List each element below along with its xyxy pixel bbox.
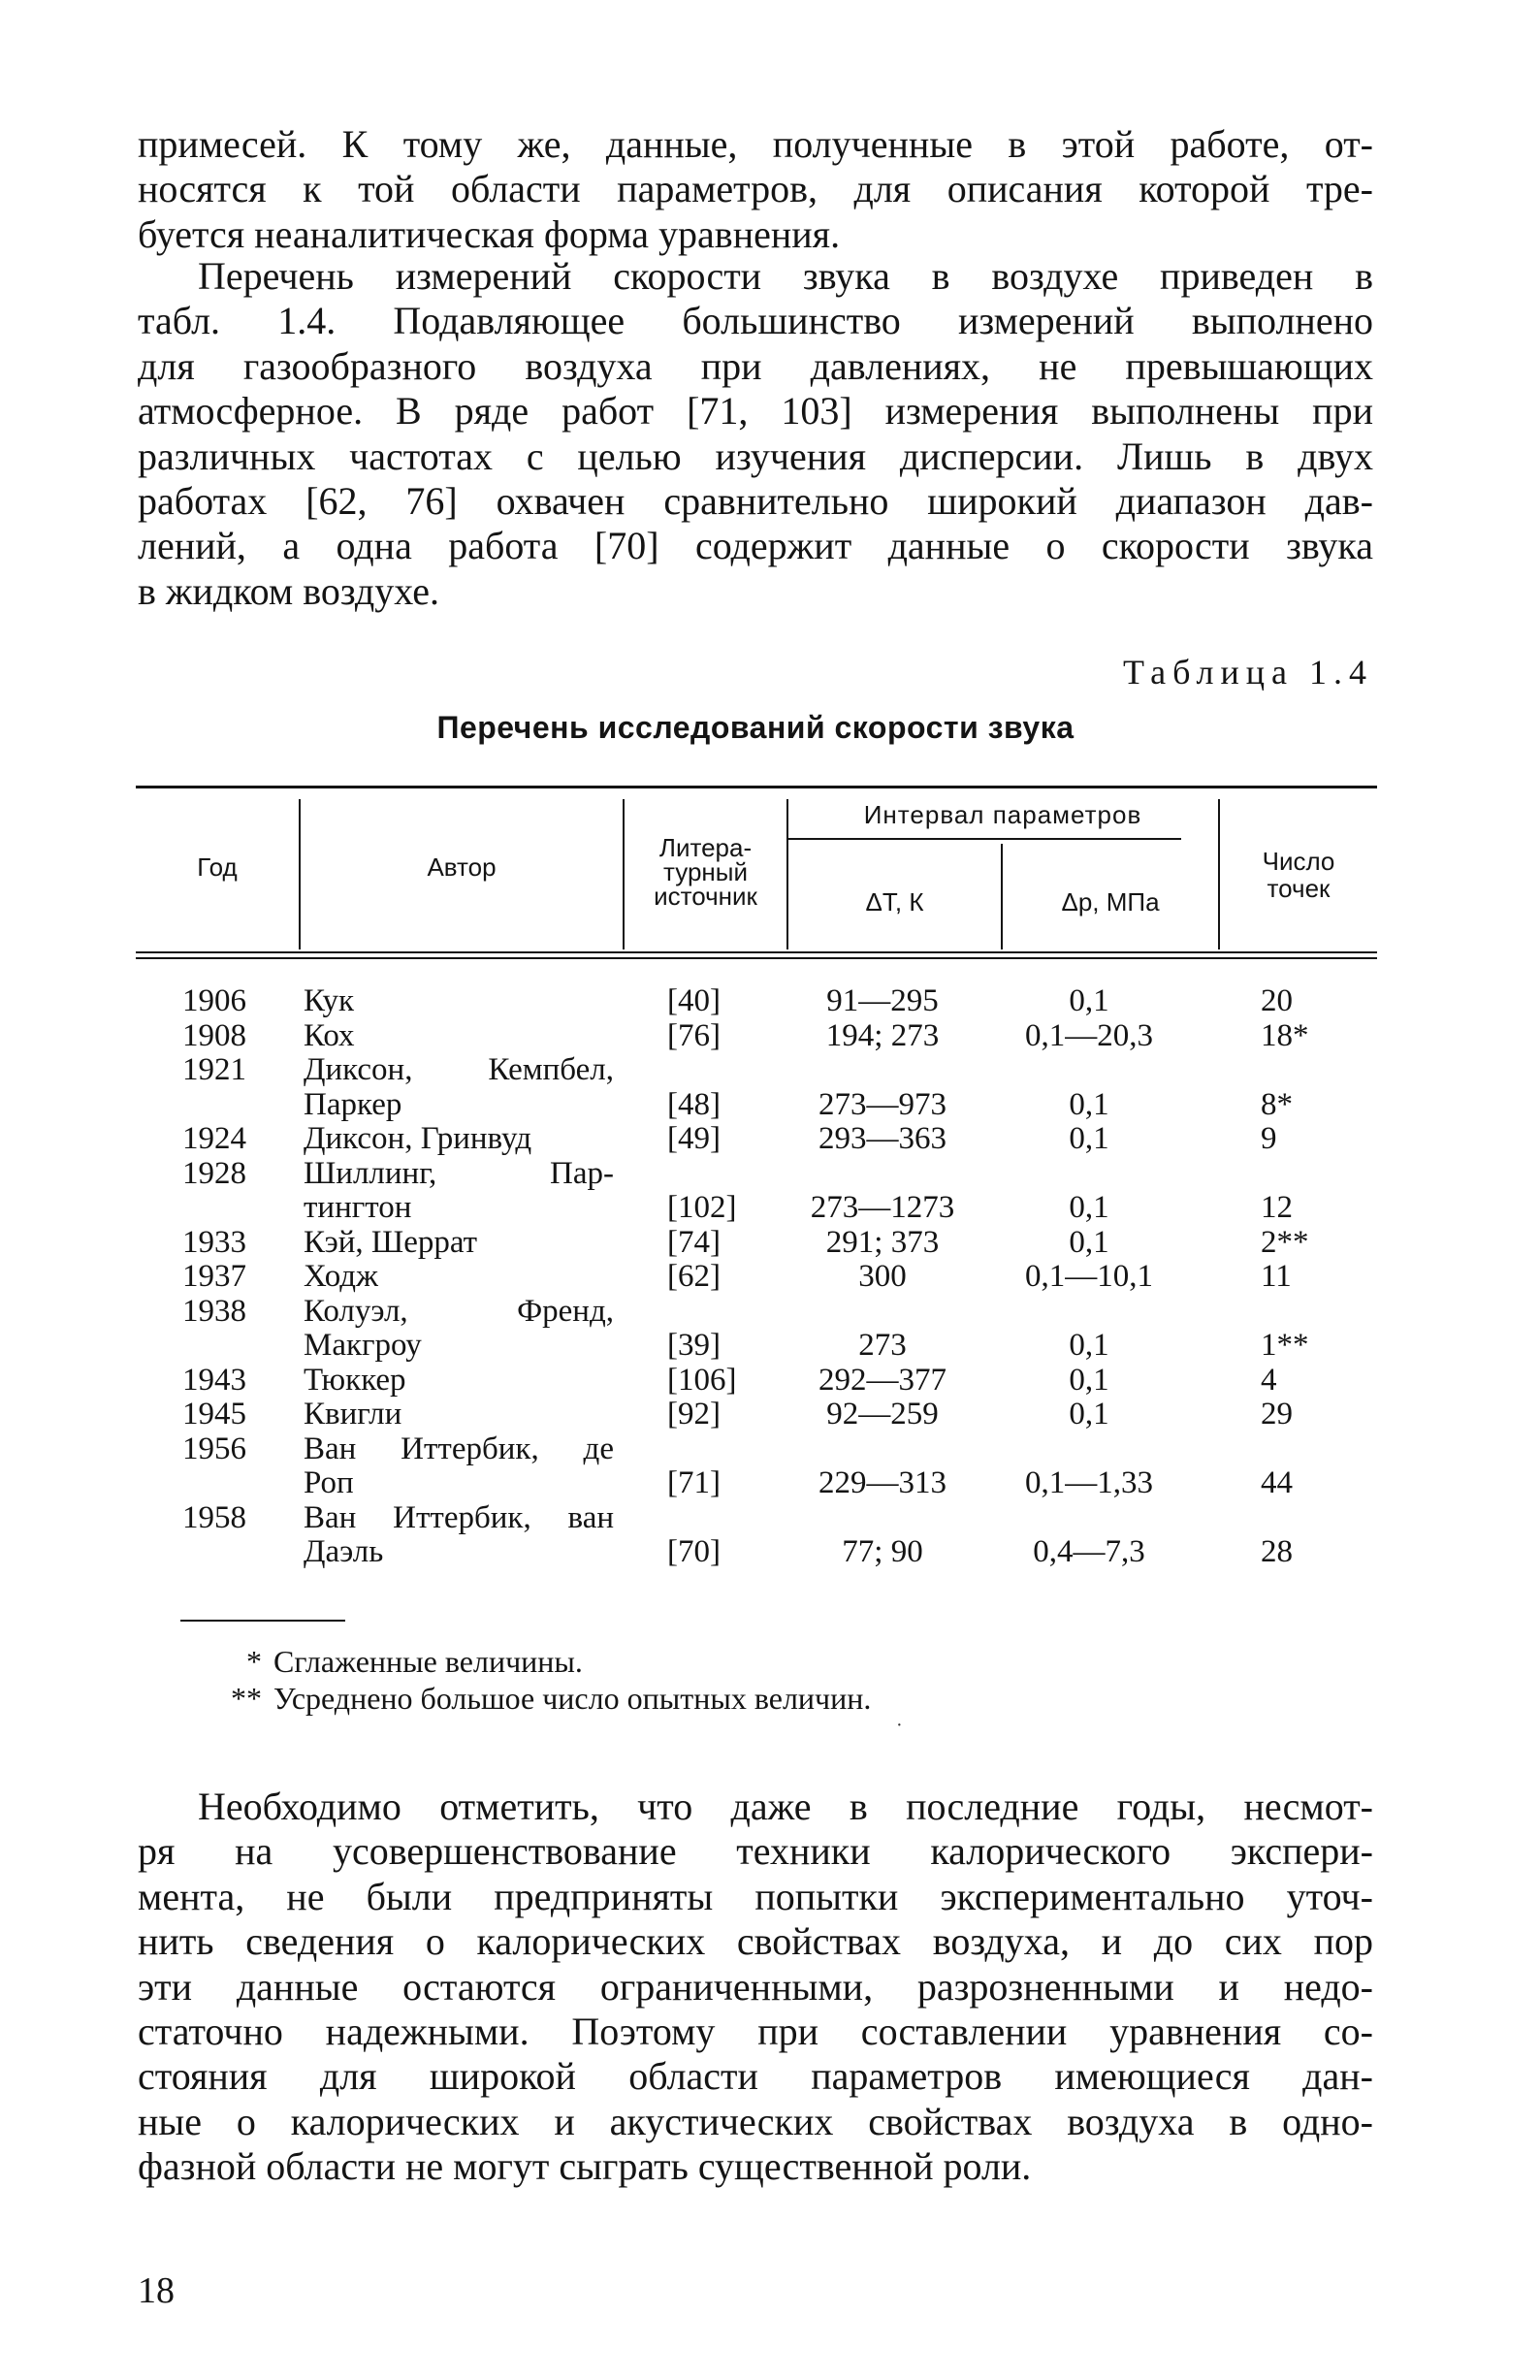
cell-points: 18* <box>1261 1017 1309 1053</box>
cell-author <box>304 1122 614 1157</box>
cell-author <box>304 1157 614 1226</box>
text-line: для газообразного воздуха при давлениях, не превышающих <box>138 343 1373 388</box>
cell-delta-p: 0,1 <box>1069 1397 1109 1431</box>
table-top-rule <box>136 786 1377 788</box>
footnote-text: Усреднено большое число опытных величин. <box>273 1681 872 1716</box>
header-points-line: точек <box>1267 874 1331 903</box>
cell-delta-p: 0,1—10,1 <box>1025 1259 1153 1294</box>
text-line: Перечень измерений скорости звука в воздухе приведен в <box>198 254 1373 298</box>
header-source <box>625 833 786 911</box>
text-line: мента, не были предприняты попытки экспериментально уточ- <box>138 1874 1373 1918</box>
cell-delta-p: 0,1 <box>1069 1121 1109 1156</box>
cell-source: [92] <box>667 1397 721 1431</box>
text-line: носятся к той области параметров, для описания которой тре- <box>138 167 1373 211</box>
table-row <box>136 1053 1377 1122</box>
cell-year: 1906 <box>182 983 246 1018</box>
cell-delta-t: 300 <box>858 1259 907 1294</box>
cell-delta-t: 273—973 <box>818 1086 946 1122</box>
author-line: Паркер <box>304 1086 402 1122</box>
cell-year: 1943 <box>182 1362 246 1398</box>
cell-source: [40] <box>667 983 721 1018</box>
header-author: Автор <box>427 852 497 882</box>
footnote <box>215 1680 871 1717</box>
cell-delta-t: 291; 373 <box>825 1224 940 1260</box>
cell-author <box>304 1053 614 1122</box>
table-row <box>136 1295 1377 1364</box>
author-line: Ван Иттербик, де <box>304 1431 614 1466</box>
cell-source: [106] <box>667 1362 737 1398</box>
text-line: ные о калорических и акустических свойствах воздуха в одно- <box>138 2099 1373 2143</box>
table-row <box>136 1122 1377 1157</box>
header-points <box>1220 848 1377 902</box>
header-year: Год <box>197 852 238 882</box>
footnote-mark: * <box>246 1644 262 1679</box>
cell-source: [49] <box>667 1121 721 1156</box>
cell-source: [71] <box>667 1465 721 1500</box>
table-row <box>136 1364 1377 1399</box>
cell-delta-t: 91—295 <box>826 983 939 1018</box>
cell-delta-t: 273 <box>858 1328 907 1363</box>
text-line: табл. 1.4. Подавляющее большинство измерений выполнено <box>138 299 1373 343</box>
cell-points: 20 <box>1261 983 1293 1018</box>
table-header-rule-2 <box>136 957 1377 959</box>
cell-source: [48] <box>667 1086 721 1122</box>
text-line: буется неаналитическая форма уравнения. <box>138 211 841 256</box>
footnote-text: Сглаженные величины. <box>273 1644 583 1679</box>
cell-author <box>304 1226 614 1261</box>
cell-points: 11 <box>1261 1259 1292 1294</box>
author-line: Шиллинг, Пар- <box>304 1155 614 1191</box>
text-line: различных частотах с целью изучения дисперсии. Лишь в двух <box>138 434 1373 478</box>
footnote <box>215 1643 871 1680</box>
cell-year: 1938 <box>182 1293 246 1329</box>
table-row <box>136 1501 1377 1570</box>
cell-year: 1958 <box>182 1499 246 1535</box>
cell-year: 1937 <box>182 1259 246 1294</box>
cell-points: 44 <box>1261 1465 1293 1500</box>
cell-author <box>304 1398 614 1432</box>
header-points-line: Число <box>1262 847 1335 876</box>
header-source-line: турный <box>663 857 748 886</box>
cell-delta-t: 273—1273 <box>810 1190 955 1225</box>
header-interval: Интервал параметров <box>863 800 1142 829</box>
author-line: Кох <box>304 1017 355 1053</box>
cell-delta-t: 92—259 <box>826 1397 939 1431</box>
table-label: Таблица 1.4 <box>1123 653 1373 691</box>
cell-delta-p: 0,1 <box>1069 1224 1109 1260</box>
table-body <box>136 984 1377 1570</box>
paragraph-measurements <box>138 254 1373 614</box>
cell-delta-t: 77; 90 <box>842 1534 923 1569</box>
paragraph-intro <box>138 122 1373 257</box>
text-line: примесей. К тому же, данные, полученные в этой работе, от- <box>138 122 1373 166</box>
author-line: Колуэл, Френд, <box>304 1293 614 1329</box>
cell-points: 2** <box>1261 1224 1309 1260</box>
author-line: Тюккер <box>304 1362 406 1398</box>
cell-delta-p: 0,1—20,3 <box>1025 1017 1153 1053</box>
footnote-mark: ** <box>231 1681 262 1716</box>
author-line: Кэй, Шеррат <box>304 1224 478 1260</box>
cell-points: 8* <box>1261 1086 1293 1122</box>
cell-points: 4 <box>1261 1362 1277 1398</box>
cell-delta-t: 229—313 <box>818 1465 946 1500</box>
paragraph-conclusion <box>138 1785 1373 2190</box>
print-speck: · <box>896 1715 903 1736</box>
cell-year: 1956 <box>182 1431 246 1466</box>
cell-author <box>304 1501 614 1570</box>
text-line: атмосферное. В ряде работ [71, 103] измерения выполнены при <box>138 389 1373 434</box>
cell-points: 12 <box>1261 1190 1293 1225</box>
cell-delta-t: 292—377 <box>818 1362 946 1398</box>
cell-source: [39] <box>667 1328 721 1363</box>
text-line: статочно надежными. Поэтому при составлении уравнения со- <box>138 2010 1373 2054</box>
cell-points: 29 <box>1261 1397 1293 1431</box>
text-line: лений, а одна работа [70] содержит данные о скорости звука <box>138 524 1373 568</box>
header-source-line: источник <box>654 882 757 911</box>
author-line: Квигли <box>304 1397 402 1431</box>
cell-delta-p: 0,1 <box>1069 1190 1109 1225</box>
header-source-line: Литера- <box>658 833 753 862</box>
cell-delta-t: 194; 273 <box>825 1017 940 1053</box>
table-row <box>136 1398 1377 1432</box>
author-line: Кук <box>304 983 355 1018</box>
cell-delta-p: 0,1 <box>1069 1086 1109 1122</box>
text-line: работах [62, 76] охвачен сравнительно широкий диапазон дав- <box>138 479 1373 524</box>
text-line: Необходимо отметить, что даже в последние годы, несмот- <box>198 1785 1373 1828</box>
cell-delta-p: 0,1 <box>1069 1362 1109 1398</box>
cell-author <box>304 984 614 1019</box>
text-line: стояния для широкой области параметров имеющиеся дан- <box>138 2054 1373 2099</box>
cell-delta-p: 0,1—1,33 <box>1025 1465 1153 1500</box>
text-line: нить сведения о калорических свойствах воздуха, и до сих пор <box>138 1919 1373 1964</box>
table-row <box>136 1226 1377 1261</box>
cell-author <box>304 1260 614 1295</box>
cell-delta-p: 0,1 <box>1069 1328 1109 1363</box>
footnote-rule <box>180 1620 345 1622</box>
cell-delta-t: 293—363 <box>818 1121 946 1156</box>
cell-year: 1921 <box>182 1052 246 1087</box>
author-line: Ван Иттербик, ван <box>304 1499 614 1535</box>
table-title: Перечень исследований скорости звука <box>436 710 1075 745</box>
cell-year: 1924 <box>182 1121 246 1156</box>
table-footnotes <box>215 1643 871 1717</box>
cell-year: 1945 <box>182 1397 246 1431</box>
author-line: Диксон, Гринвуд <box>304 1121 532 1156</box>
text-line: ря на усовершенствование техники калорического экспери- <box>138 1829 1373 1874</box>
table-row <box>136 1432 1377 1501</box>
cell-source: [76] <box>667 1017 721 1053</box>
cell-source: [74] <box>667 1224 721 1260</box>
page-number: 18 <box>138 2270 175 2311</box>
table-row <box>136 1260 1377 1295</box>
cell-author <box>304 1019 614 1054</box>
cell-author <box>304 1295 614 1364</box>
header-delta-t: ΔT, К <box>865 887 924 917</box>
cell-year: 1928 <box>182 1155 246 1191</box>
cell-delta-p: 0,1 <box>1069 983 1109 1018</box>
table-row <box>136 1019 1377 1054</box>
text-line: эти данные остаются ограниченными, разрозненными и недо- <box>138 1964 1373 2009</box>
author-line: Диксон, Кемпбел, <box>304 1052 614 1087</box>
interval-subheader-rule <box>787 838 1181 840</box>
text-line: в жидком воздухе. <box>138 568 440 613</box>
table-row <box>136 1157 1377 1226</box>
cell-source: [102] <box>667 1190 737 1225</box>
cell-points: 9 <box>1261 1121 1277 1156</box>
author-line: Макгроу <box>304 1328 422 1363</box>
author-line: Роп <box>304 1465 354 1500</box>
cell-delta-p: 0,4—7,3 <box>1033 1534 1145 1569</box>
author-line: тингтон <box>304 1190 412 1225</box>
cell-points: 28 <box>1261 1534 1293 1569</box>
text-line: фазной области не могут сыграть существенной роли. <box>138 2144 1032 2189</box>
author-line: Даэль <box>304 1534 384 1569</box>
cell-points: 1** <box>1261 1328 1309 1363</box>
author-line: Ходж <box>304 1259 378 1294</box>
cell-year: 1933 <box>182 1224 246 1260</box>
cell-author <box>304 1432 614 1501</box>
cell-source: [62] <box>667 1259 721 1294</box>
cell-author <box>304 1364 614 1399</box>
table-header-rule <box>136 951 1377 953</box>
header-delta-p: Δp, МПа <box>1061 887 1160 917</box>
cell-source: [70] <box>667 1534 721 1569</box>
table-row <box>136 984 1377 1019</box>
cell-year: 1908 <box>182 1017 246 1053</box>
